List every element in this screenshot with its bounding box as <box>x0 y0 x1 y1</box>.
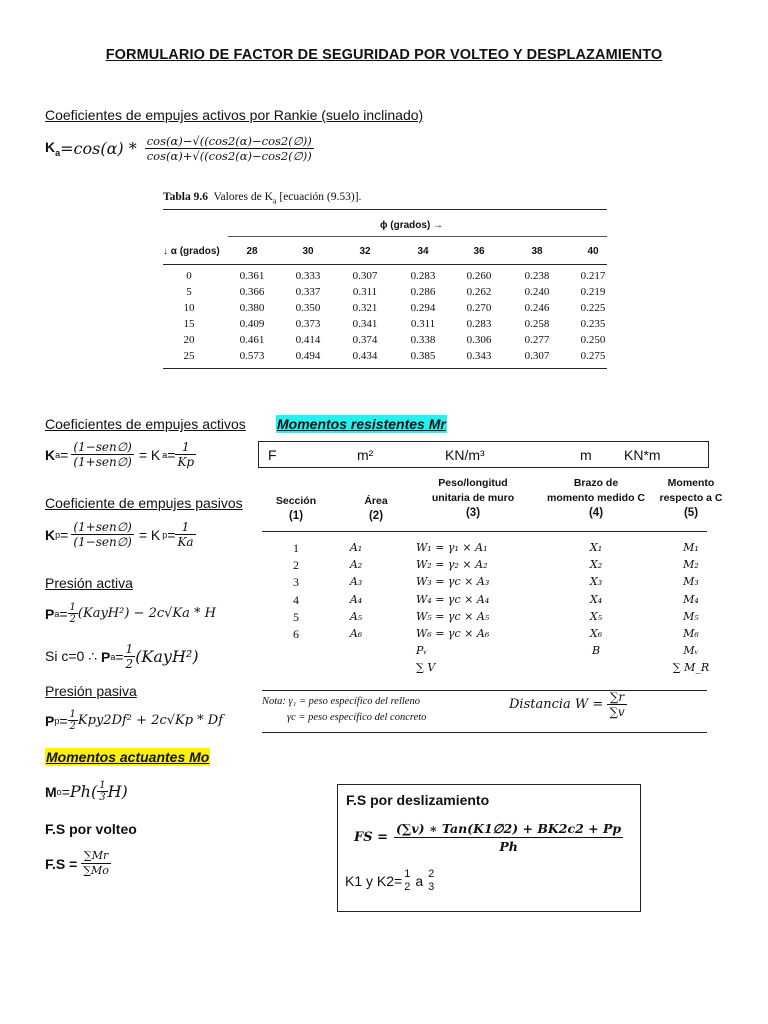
deslizamiento-heading: F.S por deslizamiento <box>346 792 490 808</box>
mr-cell: X₄ <box>589 592 603 606</box>
ka-value: 0.414 <box>295 334 321 346</box>
ka-value: 0.306 <box>466 334 492 346</box>
mr-cell: A₁ <box>349 541 363 554</box>
mr-cell: M₄ <box>683 592 699 606</box>
ka-value: 0.235 <box>580 318 606 330</box>
unit-m: m <box>580 447 592 463</box>
mr-cell: W₂ = γ₂ × A₂ <box>416 558 488 572</box>
mr-cell: M₁ <box>683 541 699 554</box>
ka-value: 0.321 <box>352 302 378 314</box>
table96-caption: Tabla 9.6 Valores de $K_a$ [ecuación (9.53)]. <box>163 191 362 206</box>
phi-value: 36 <box>473 246 485 257</box>
ka-value: 0.260 <box>466 270 492 282</box>
ka-value: 0.270 <box>466 302 492 314</box>
kp-formula: K p = $\frac{\text{(1+sen∅)}}{\text{(1−sen∅)}}$ = K p = $\frac{1}{Ka}$ <box>45 520 194 549</box>
mr-cell: W₁ = γ₁ × A₁ <box>416 541 488 554</box>
pa-c0-formula: Si c=0 ∴ P a = $\frac{1}{2}$ (KayH²) <box>45 642 199 671</box>
ka-value: 0.238 <box>524 270 550 282</box>
pa-formula: P a = $\frac{1}{2}$ (KayH²) − 2c√Ka * H <box>45 602 216 625</box>
ka-value: 0.341 <box>352 318 378 330</box>
ka-value: 0.307 <box>524 350 550 362</box>
mr-cell: X₂ <box>589 558 603 572</box>
mr-cell: W₅ = γc × A₅ <box>416 609 490 623</box>
pp-formula: P p = $\frac{1}{2}$ Kpy2Df² + 2c√Kp * Df <box>45 709 224 732</box>
mo-heading: Momentos actuantes Mo <box>46 749 210 765</box>
ka-value: 0.338 <box>410 334 436 346</box>
ka-value: 0.262 <box>466 286 492 298</box>
mr-column-header: Brazo de momento medido C (4) <box>546 477 645 519</box>
alpha-value: 5 <box>186 286 192 298</box>
mr-heading: Momentos resistentes Mr <box>277 416 446 432</box>
mr-units-box <box>258 441 709 468</box>
mr-column-header: Sección (1) <box>275 495 317 522</box>
ka-value: 0.311 <box>410 318 436 330</box>
table96-phi-values <box>228 246 607 260</box>
ka-value: 0.217 <box>580 270 606 282</box>
mr-cell: X₅ <box>589 609 603 623</box>
mr-cell: M₅ <box>683 609 699 623</box>
mr-cell: 5 <box>293 609 299 624</box>
ka-value: 0.573 <box>239 350 265 362</box>
mr-column-header: Peso/longitud unitaria de muro (3) <box>431 477 515 519</box>
ka-value: 0.307 <box>352 270 378 282</box>
alpha-value: 0 <box>186 270 192 282</box>
mr-cell: 2 <box>293 558 299 573</box>
k-range: K1 y K2= 1 2 a 2 3 <box>345 868 435 893</box>
mr-cell: ∑ M_R <box>672 661 710 675</box>
ka-value: 0.294 <box>410 302 436 314</box>
ka-value: 0.374 <box>352 334 378 346</box>
ka-value: 0.366 <box>239 286 265 298</box>
deslizamiento-formula: FS = $\frac{\text{(∑v) ∗ Tan(K1∅2) + BK2c2 + Pp}}{Ph}$ <box>354 821 622 854</box>
rankine-heading: Coeficientes de empujes activos por Rankie (suelo inclinado) <box>45 107 424 123</box>
distancia-formula: Distancia W = $\frac{\sum r}{\sum v}$ <box>509 690 625 719</box>
ka-value: 0.409 <box>239 318 265 330</box>
mr-cell: Pᵥ <box>416 644 428 658</box>
ka-value: 0.373 <box>295 318 321 330</box>
ka-value: 0.258 <box>524 318 550 330</box>
ka-value: 0.286 <box>410 286 436 298</box>
mr-column-header: Momento respecto a C (5) <box>659 477 723 519</box>
ka-value: 0.333 <box>295 270 321 282</box>
unit-kn-m3: KN/m³ <box>445 447 485 463</box>
phi-value: 40 <box>587 246 599 257</box>
ka-value: 0.246 <box>524 302 550 314</box>
table96-bottom-rule <box>163 368 607 369</box>
ka-value: 0.283 <box>466 318 492 330</box>
mr-cell: 6 <box>293 627 299 641</box>
ka-value: 0.225 <box>580 302 606 314</box>
mr-cell: 1 <box>293 541 299 555</box>
mr-cell: X₃ <box>589 575 603 589</box>
mr-cell: A₂ <box>349 558 363 572</box>
mr-nota-2: γc = peso específico del concreto <box>287 712 427 723</box>
ka-value: 0.283 <box>410 270 436 282</box>
table96-alpha-header: ↓ α (grados) <box>163 246 220 257</box>
mr-cell: Mᵥ <box>683 644 699 658</box>
phi-value: 38 <box>531 246 543 257</box>
page-title: FORMULARIO DE FACTOR DE SEGURIDAD POR VOLTEO Y DESPLAZAMIENTO <box>105 47 663 63</box>
table96-top-rule <box>163 209 607 210</box>
mr-cell: A₆ <box>349 627 363 640</box>
ka-symbol: $K_a$ <box>45 139 61 158</box>
ka-value: 0.240 <box>524 286 550 298</box>
unit-kn-m: KN*m <box>624 447 661 463</box>
deslizamiento-box <box>337 784 641 912</box>
unit-m2: m² <box>357 447 374 463</box>
mr-cell: W₃ = γc × A₃ <box>416 575 490 589</box>
ka-value: 0.277 <box>524 334 550 346</box>
ka-value: 0.250 <box>580 334 606 346</box>
mr-cell: A₅ <box>349 609 363 623</box>
mr-cell: M₃ <box>683 575 699 589</box>
table96-header-rule <box>163 264 607 265</box>
alpha-value: 20 <box>183 334 195 346</box>
ka-value: 0.311 <box>352 286 378 298</box>
mr-column-header: Área (2) <box>364 495 388 522</box>
fs-volteo-formula: F.S = $\frac{\sum Mr}{\sum Mo}$ <box>45 849 109 877</box>
mr-bottom-rule <box>262 732 707 733</box>
mr-nota-1: Nota: γ₁ = peso específico del relleno <box>262 696 420 707</box>
alpha-value: 10 <box>183 302 195 314</box>
mr-cell: W₄ = γc × A₄ <box>416 592 490 606</box>
pasivos-heading: Coeficiente de empujes pasivos <box>45 495 243 511</box>
ka-value: 0.350 <box>295 302 321 314</box>
mr-header-rule <box>262 531 707 532</box>
alpha-value: 25 <box>183 350 195 362</box>
mo-formula: M o = Ph( $\frac{1}{3}$ H) <box>45 780 128 803</box>
ka-value: 0.385 <box>410 350 436 362</box>
mr-column-headers <box>258 476 723 528</box>
ka-formula: K a = $\frac{\text{(1−sen∅)}}{\text{(1+sen∅)}}$ = K a = $\frac{1}{Kp}$ <box>45 440 195 469</box>
ka-value: 0.275 <box>580 350 606 362</box>
mr-cell: X₁ <box>589 541 603 554</box>
rankine-formula <box>45 134 314 163</box>
ka-value: 0.361 <box>239 270 265 282</box>
ka-value: 0.461 <box>239 334 265 346</box>
phi-value: 28 <box>246 246 258 257</box>
mr-cell: B <box>591 644 601 658</box>
ka-value: 0.494 <box>295 350 321 362</box>
phi-value: 34 <box>417 246 429 257</box>
phi-value: 30 <box>302 246 314 257</box>
mr-cell: 4 <box>293 592 299 607</box>
mr-cell: A₃ <box>349 575 363 589</box>
presion-pasiva-heading: Presión pasiva <box>45 683 137 699</box>
fs-volteo-heading: F.S por volteo <box>45 821 137 837</box>
presion-activa-heading: Presión activa <box>45 575 133 591</box>
table96-phi-rule <box>228 236 607 237</box>
ka-value: 0.337 <box>295 286 321 298</box>
unit-f: F <box>268 447 277 463</box>
rankine-fraction: $\frac{\cos(\alpha)-√((\cos 2(\alpha)-\cos 2(\emptyset))}{\cos(\alpha)+√((\cos 2(\alpha)-\cos 2(\emptyset))}$ <box>146 134 312 163</box>
mr-cell: 3 <box>293 575 299 590</box>
mr-cell: A₄ <box>349 592 363 606</box>
activos-heading: Coeficientes de empujes activos <box>45 416 246 432</box>
ka-cos-term: =cos(α) * <box>60 139 137 158</box>
ka-value: 0.380 <box>239 302 265 314</box>
alpha-value: 15 <box>183 318 195 330</box>
mr-cell: M₂ <box>683 558 699 572</box>
ka-value: 0.219 <box>580 286 606 298</box>
phi-value: 32 <box>359 246 371 257</box>
mr-cell: X₆ <box>589 627 603 640</box>
mr-body-rule <box>262 690 707 691</box>
mr-cell: W₆ = γc × A₆ <box>416 627 490 640</box>
ka-value: 0.343 <box>466 350 492 362</box>
table96-phi-header: ϕ (grados) → <box>380 220 444 231</box>
mr-cell: ∑ V <box>416 661 436 675</box>
mr-cell: M₆ <box>683 627 699 640</box>
ka-value: 0.434 <box>352 350 378 362</box>
